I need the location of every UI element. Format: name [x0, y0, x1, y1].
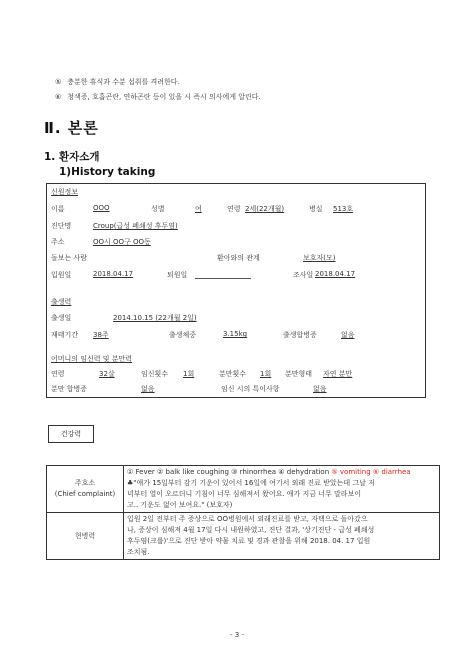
present-illness-header: 현병력 [47, 513, 124, 560]
admission-label: 입원일 [51, 271, 72, 279]
age-label: 연령 [227, 205, 241, 213]
room-value: 513호 [333, 205, 354, 213]
present-illness-line: 입원 2일 전부터 주 증상으로 OO병원에서 외래진료를 받고, 자택으로 돌아갔으 [127, 515, 368, 523]
caregiver-label: 돌보는 사람 [51, 254, 88, 262]
history-table [46, 465, 440, 560]
present-illness-cell [124, 513, 440, 560]
table-row [47, 466, 440, 513]
relation-value: 보호자(모) [303, 254, 336, 262]
delivery-count-label: 분만횟수 [219, 370, 247, 378]
chief-complaint-cell [124, 466, 440, 513]
address-label: 주소 [51, 238, 65, 246]
delivery-complication-label: 분만 합병증 [51, 385, 88, 393]
item-text: 청색증, 호흡곤란, 연하곤란 등이 있을 시 즉시 의사에게 알린다. [67, 93, 261, 101]
admission-value: 2018.04.17 [93, 270, 134, 278]
sex-value: 여 [195, 205, 202, 213]
birthdate-value: 2014.10.15 (22개월 2일) [113, 314, 197, 322]
birth-history-heading: 출생력 [51, 298, 72, 306]
complaint-quote-line: 녁부터 열이 오르더니 기침이 너무 심해져서 왔어요. 애가 지금 너무 말라보이 [127, 490, 362, 498]
pregnancy-note-value: 없음 [313, 385, 327, 393]
present-illness-line: 나, 증상이 심해져 4월 17일 다시 내원하였고, 진단 결과, '상기진단 - 급성 폐쇄성 [127, 526, 375, 534]
present-illness-line: 후두염(크룹)'으로 진단 받아 약물 치료 및 경과 관찰을 위해 2018. 04. 17 입원 [127, 537, 371, 545]
pregnancy-count-label: 임신횟수 [141, 370, 169, 378]
mother-age-value: 32살 [99, 370, 115, 378]
intro-item [55, 77, 180, 87]
health-history-label-box [48, 425, 94, 443]
present-illness-line: 조치됨. [127, 548, 150, 556]
survey-value: 2018.04.17 [315, 270, 356, 278]
mother-age-label: 연령 [51, 370, 65, 378]
address-value: OO시 OO구 OO동 [93, 238, 151, 246]
diagnosis-label: 진단명 [51, 222, 72, 230]
pregnancy-count-value: 1회 [183, 370, 195, 378]
gestation-value: 38주 [93, 331, 109, 339]
item-number: ⑥ [55, 93, 62, 101]
birth-weight-value: 3.15kg [223, 330, 248, 338]
birth-weight-label: 출생체중 [169, 331, 197, 339]
basic-info-heading: 신원정보 [51, 188, 79, 196]
delivery-type-label: 분만형태 [285, 370, 313, 378]
table-row [47, 513, 440, 560]
gestation-label: 재태기간 [51, 331, 79, 339]
birth-complication-value: 없음 [341, 331, 355, 339]
mother-history-heading: 어머니의 임신력 및 분만력 [51, 355, 133, 363]
discharge-label: 퇴원일 [167, 271, 188, 279]
item-text: 충분한 휴식과 수분 섭취를 격려한다. [67, 78, 180, 86]
patient-info-box [46, 183, 426, 398]
pregnancy-note-label: 임신 시의 특이사항 [221, 385, 280, 393]
diagnosis-value: Croup(급성 폐쇄성 후두염) [93, 222, 178, 230]
intro-item [55, 92, 261, 102]
chief-complaint-header-ko: 주호소 [74, 479, 96, 487]
page-number: - 3 - [230, 631, 244, 639]
sex-label: 성별 [151, 205, 165, 213]
birthdate-label: 출생일 [51, 314, 72, 322]
symptoms-black: ① Fever ② balk like coughing ③ rhinorrhea ④ dehydration [127, 468, 332, 476]
chief-complaint-header-en: (Chief complaint) [54, 490, 116, 498]
delivery-complication-value: 없음 [141, 385, 155, 393]
birth-complication-label: 출생합병증 [283, 331, 317, 339]
age-value: 2세(22개월) [245, 205, 285, 213]
name-value: OOO [93, 204, 110, 212]
subsubsection-title: 1)History taking [59, 166, 156, 178]
health-history-label: 건강력 [60, 430, 82, 438]
symptom-list [127, 467, 436, 478]
name-label: 이름 [51, 205, 65, 213]
subsection-title: 1. 환자소개 [44, 151, 100, 163]
discharge-blank-line [195, 278, 251, 279]
chief-complaint-header [47, 466, 124, 513]
delivery-count-value: 1회 [260, 370, 272, 378]
survey-label: 조사일 [293, 271, 314, 279]
complaint-quote-line: 고.. 기운도 없어 보여요." (보호자) [127, 501, 233, 509]
delivery-type-value: 자연 분만 [323, 370, 353, 378]
symptoms-red: ⑤ vomiting ⑥ diarrhea [331, 468, 411, 476]
item-number: ⑤ [55, 78, 62, 86]
relation-label: 환아와의 관계 [217, 254, 260, 262]
complaint-quote-line: ♣"애가 15일부터 감기 기운이 있어서 16일에 여기서 외래 진료 받았는데 그날 저 [127, 479, 375, 487]
room-label: 병실 [309, 205, 323, 213]
section-title: Ⅱ. 본론 [44, 119, 99, 137]
